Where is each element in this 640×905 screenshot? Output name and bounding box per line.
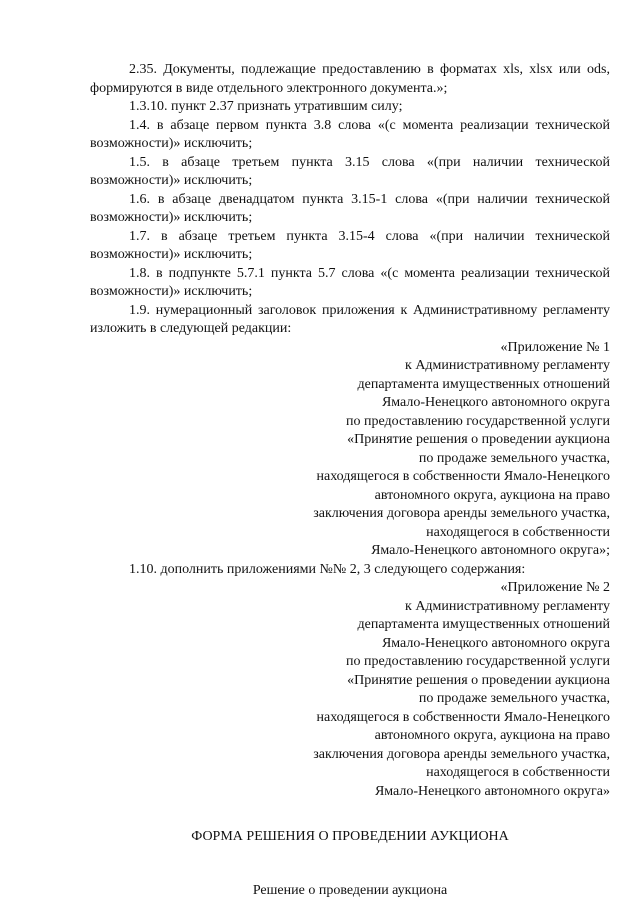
- paragraph: 1.9. нумерационный заголовок приложения к Административному регламенту изложить в следующей редакции:: [90, 302, 610, 336]
- appendix-line: Ямало-Ненецкого автономного округа»: [374, 783, 610, 799]
- appendix-line: находящегося в собственности Ямало-Ненецкого: [316, 469, 610, 484]
- paragraph: 1.5. в абзаце третьем пункта 3.15 слова «(при наличии технической возможности)» исключить;: [90, 154, 610, 188]
- appendix-line: находящегося в собственности: [426, 765, 610, 780]
- appendix-line: «Принятие решения о проведении аукциона: [347, 672, 610, 688]
- appendix-line: заключения договора аренды земельного участка,: [313, 746, 610, 762]
- appendix-line: к Административному регламенту: [405, 598, 610, 614]
- appendix-line: по предоставлению государственной услуги: [346, 654, 610, 669]
- appendix-line: Ямало-Ненецкого автономного округа: [381, 395, 610, 410]
- form-subtitle: Решение о проведении аукциона: [252, 882, 448, 898]
- appendix-line: по продаже земельного участка,: [418, 691, 610, 706]
- appendix-line: «Приложение № 2: [500, 580, 610, 595]
- paragraph: 1.7. в абзаце третьем пункта 3.15-4 слова «(при наличии технической возможности)» исключить;: [90, 228, 610, 262]
- appendix-1-header: [90, 339, 610, 561]
- paragraph: 1.3.10. пункт 2.37 признать утратившим силу;: [129, 99, 403, 114]
- appendix-line: по продаже земельного участка,: [418, 450, 610, 466]
- appendix-line: автономного округа, аукциона на право: [374, 728, 610, 743]
- appendix-line: «Приложение № 1: [500, 339, 610, 355]
- appendix-line: к Административному регламенту: [405, 358, 610, 373]
- appendix-line: находящегося в собственности Ямало-Ненецкого: [316, 709, 610, 725]
- appendix-line: по предоставлению государственной услуги: [346, 413, 610, 429]
- appendix-line: «Принятие решения о проведении аукциона: [347, 432, 610, 447]
- appendix-2-header: [90, 579, 610, 801]
- paragraph: 1.4. в абзаце первом пункта 3.8 слова «(с момента реализации технической возможности)» исключить;: [90, 117, 610, 151]
- appendix-line: Ямало-Ненецкого автономного округа: [381, 635, 610, 651]
- appendix-line: департамента имущественных отношений: [357, 376, 610, 392]
- document-page: [90, 61, 610, 900]
- appendix-line: находящегося в собственности: [426, 524, 610, 540]
- appendix-line: заключения договора аренды земельного участка,: [313, 506, 610, 521]
- appendix-line: Ямало-Ненецкого автономного округа»;: [371, 543, 610, 558]
- appendix-line: автономного округа, аукциона на право: [374, 487, 610, 503]
- paragraph: 1.10. дополнить приложениями №№ 2, 3 следующего содержания:: [129, 561, 526, 577]
- paragraph: 1.8. в подпункте 5.7.1 пункта 5.7 слова «(с момента реализации технической возможности)» исключить;: [90, 265, 610, 299]
- appendix-line: департамента имущественных отношений: [357, 617, 610, 632]
- form-title: ФОРМА РЕШЕНИЯ О ПРОВЕДЕНИИ АУКЦИОНА: [191, 829, 509, 844]
- paragraph: 1.6. в абзаце двенадцатом пункта 3.15-1 слова «(при наличии технической возможности)» исключить;: [90, 191, 610, 225]
- paragraph: 2.35. Документы, подлежащие предоставлению в форматах xls, xlsx или ods, формируются в виде отдельного электронного документа.»;: [90, 62, 610, 96]
